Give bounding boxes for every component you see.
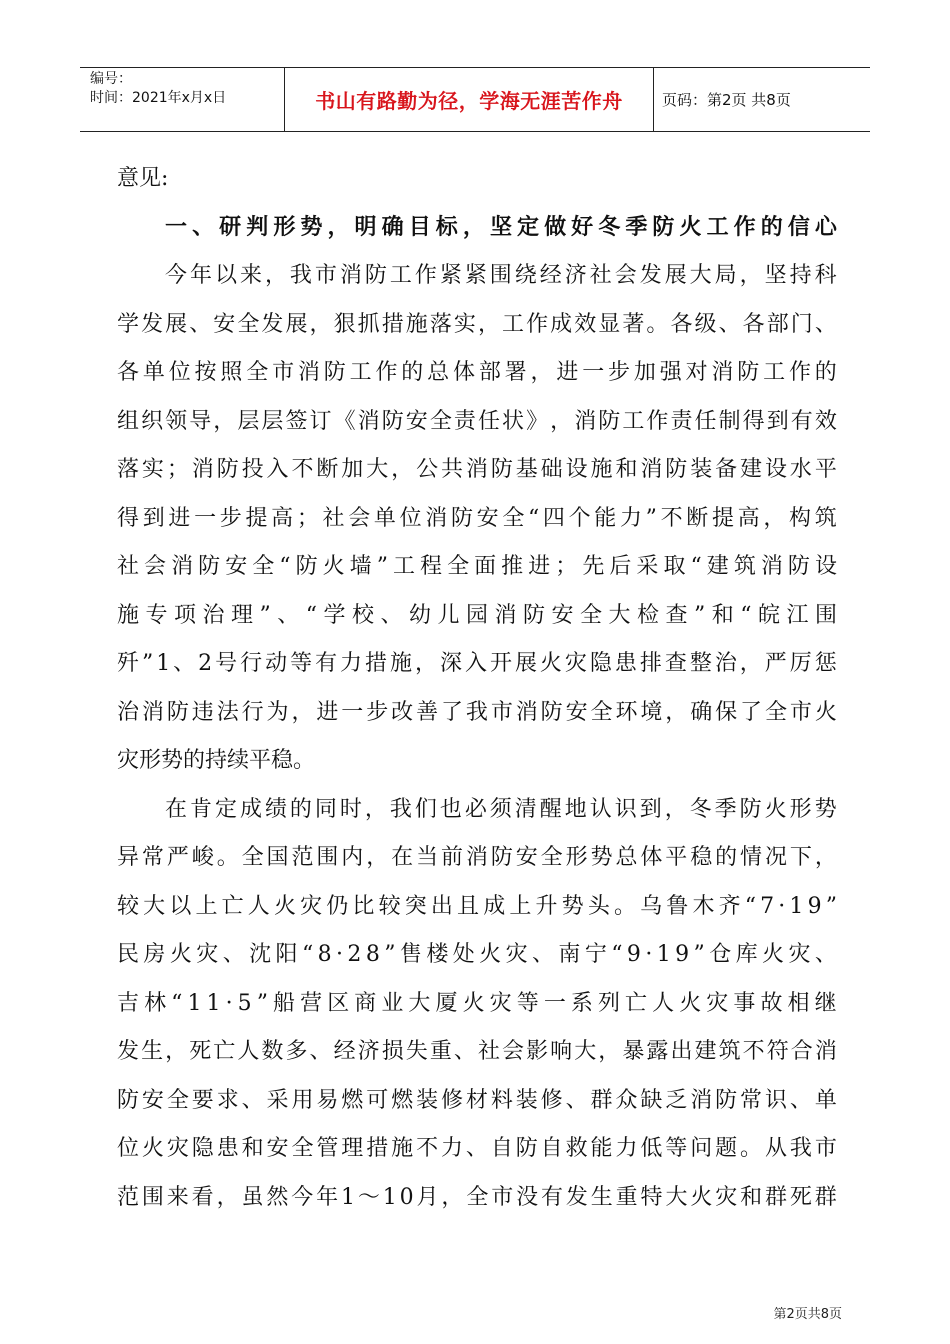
text-line: 学 发 展 、 安 全 发 展 ， 狠 抓 措 施 落 实 ， 工 作 成 效 显 著 。 各 级 、 各 部 门 、 <box>117 311 837 337</box>
text-line: 异 常 严 峻 。 全 国 范 围 内 ， 在 当 前 消 防 安 全 形 势 总 体 平 稳 的 情 况 下 ， <box>117 845 837 870</box>
text-line: 得 到 进 一 步 提 高 ； 社 会 单 位 消 防 安 全 “ 四 个 能 力 ” 不 断 提 高 ， 构 筑 <box>117 505 837 531</box>
text-line: 今 年 以 来 ， 我 市 消 防 工 作 紧 紧 围 绕 经 济 社 会 发 展 大 局 ， 坚 持 科 <box>165 263 837 288</box>
text-line: 在 肯 定 成 绩 的 同 时 ， 我 们 也 必 须 清 醒 地 认 识 到 ， 冬 季 防 火 形 势 <box>165 796 837 822</box>
text-line: 意见: <box>117 166 169 191</box>
number-label: 编号： <box>90 71 132 87</box>
text-line: 施 专 项 治 理 ” 、 “ 学 校 、 幼 儿 园 消 防 安 全 大 检 查 ” 和 “ 皖 江 围 <box>117 602 837 628</box>
text-line: 发 生 ， 死 亡 人 数 多 、 经 济 损 失 重 、 社 会 影 响 大 ， 暴 露 出 建 筑 不 符 合 消 <box>117 1039 837 1064</box>
document-body <box>117 155 837 1222</box>
header-meta <box>80 68 285 131</box>
time-label: 时间：2021年x月x日 <box>90 90 227 106</box>
section-heading: 一 、 研 判 形 势 ， 明 确 目 标 ， 坚 定 做 好 冬 季 防 火 工 作 的 信 心 <box>165 214 837 240</box>
text-line: 吉 林 “ 1 1 · 5 ” 船 营 区 商 业 大 厦 火 灾 等 一 系 列 亡 人 火 灾 事 故 相 继 <box>117 990 837 1016</box>
text-line: 各 单 位 按 照 全 市 消 防 工 作 的 总 体 部 署 ， 进 一 步 加 强 对 消 防 工 作 的 <box>117 360 837 385</box>
text-line: 防 安 全 要 求 、 采 用 易 燃 可 燃 装 修 材 料 装 修 、 群 众 缺 乏 消 防 常 识 、 单 <box>117 1087 837 1113</box>
text-line: 灾形势的持续平稳。 <box>117 748 316 773</box>
text-line: 范 围 来 看 ， 虽 然 今 年 1 ～ 1 0 月 ， 全 市 没 有 发 生 重 特 大 火 灾 和 群 死 群 <box>117 1184 837 1210</box>
text-line: 歼 ” 1 、 2 号 行 动 等 有 力 措 施 ， 深 入 开 展 火 灾 隐 患 排 查 整 治 ， 严 厉 惩 <box>117 651 837 676</box>
text-line: 位 火 灾 隐 患 和 安 全 管 理 措 施 不 力 、 自 防 自 救 能 力 低 等 问 题 。 从 我 市 <box>117 1136 837 1161</box>
header-motto: 书山有路勤为径，学海无涯苦作舟 <box>285 68 654 131</box>
document-header <box>80 67 870 132</box>
page-footer: 第2页共8页 <box>773 1307 842 1322</box>
text-line: 民 房 火 灾 、 沈 阳 “ 8 · 2 8 ” 售 楼 处 火 灾 、 南 宁 “ 9 · 1 9 ” 仓 库 火 灾 、 <box>117 942 837 967</box>
header-page-label: 页码：第2页 共8页 <box>662 91 791 109</box>
text-line: 较 大 以 上 亡 人 火 灾 仍 比 较 突 出 且 成 上 升 势 头 。 乌 鲁 木 齐 “ 7 · 1 9 ” <box>117 893 837 919</box>
text-line: 组 织 领 导 ， 层 层 签 订 《 消 防 安 全 责 任 状 》 ， 消 防 工 作 责 任 制 得 到 有 效 <box>117 408 837 434</box>
text-line: 社 会 消 防 安 全 “ 防 火 墙 ” 工 程 全 面 推 进 ； 先 后 采 取 “ 建 筑 消 防 设 <box>117 554 837 579</box>
text-line: 落 实 ； 消 防 投 入 不 断 加 大 ， 公 共 消 防 基 础 设 施 和 消 防 装 备 建 设 水 平 <box>117 457 837 482</box>
text-line: 治 消 防 违 法 行 为 ， 进 一 步 改 善 了 我 市 消 防 安 全 环 境 ， 确 保 了 全 市 火 <box>117 699 837 725</box>
